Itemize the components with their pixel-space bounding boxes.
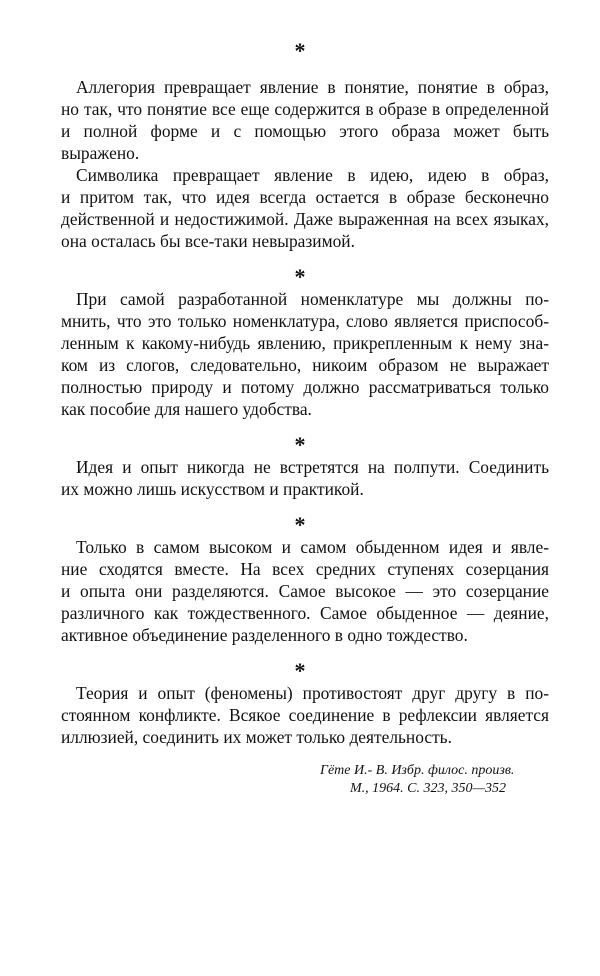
text-line: Аллегория превращает явление в понятие, понятие в образ, bbox=[76, 77, 549, 97]
text-line: Только в самом высоком и самом обыденном идея и явле- bbox=[76, 537, 549, 557]
text-line: Теория и опыт (феномены) противостоят друг другу в по- bbox=[76, 683, 549, 703]
text-line: и опыта они разделяются. Самое высокое — это созерцание bbox=[61, 581, 549, 601]
text-line: и полной форме и с помощью этого образа может быть bbox=[61, 121, 549, 141]
citation-author-title: Гёте И.- В. Избр. филос. произв. bbox=[320, 763, 515, 778]
text-line: ленным к какому-нибудь явлению, прикрепленным к нему зна- bbox=[61, 333, 549, 353]
text-line: мнить, что это только номенклатура, слово является приспособ- bbox=[61, 311, 549, 331]
text-line: При самой разработанной номенклатуре мы должны по- bbox=[76, 289, 549, 309]
text-line: выражено. bbox=[61, 143, 140, 163]
text-line: различного как тождественного. Самое обыденное — деяние, bbox=[61, 603, 549, 623]
text-line: ком из слогов, следовательно, никоим образом не выражает bbox=[61, 355, 549, 375]
text-line: иллюзией, соединить их может только деятельность. bbox=[61, 727, 452, 747]
text-line: Идея и опыт никогда не встретятся на полпути. Соединить bbox=[76, 457, 549, 477]
text-line: как пособие для нашего удобства. bbox=[61, 399, 312, 419]
separator-star: * bbox=[294, 38, 306, 63]
text-line: но так, что понятие все еще содержится в образе в определенной bbox=[61, 99, 549, 119]
text-line: активное объединение разделенного в одно тождество. bbox=[61, 625, 468, 645]
text-line: действенной и недостижимой. Даже выраженная на всех языках, bbox=[61, 209, 549, 229]
separator-star: * bbox=[294, 512, 306, 537]
text-line: их можно лишь искусством и практикой. bbox=[61, 479, 364, 499]
text-line: стоянном конфликте. Всякое соединение в рефлексии является bbox=[61, 705, 549, 725]
text-line: полностью природу и потому должно рассматриваться только bbox=[61, 377, 549, 397]
citation-publication: М., 1964. С. 323, 350—352 bbox=[350, 781, 506, 796]
separator-star: * bbox=[294, 432, 306, 457]
text-line: Символика превращает явление в идею, идею в образ, bbox=[76, 165, 549, 185]
text-line: она осталась бы все-таки невыразимой. bbox=[61, 231, 355, 251]
text-line: и притом так, что идея всегда остается в образе бесконечно bbox=[61, 187, 549, 207]
text-line: ние сходятся вместе. На всех средних ступенях созерцания bbox=[61, 559, 549, 579]
separator-star: * bbox=[294, 264, 306, 289]
separator-star: * bbox=[294, 658, 306, 683]
